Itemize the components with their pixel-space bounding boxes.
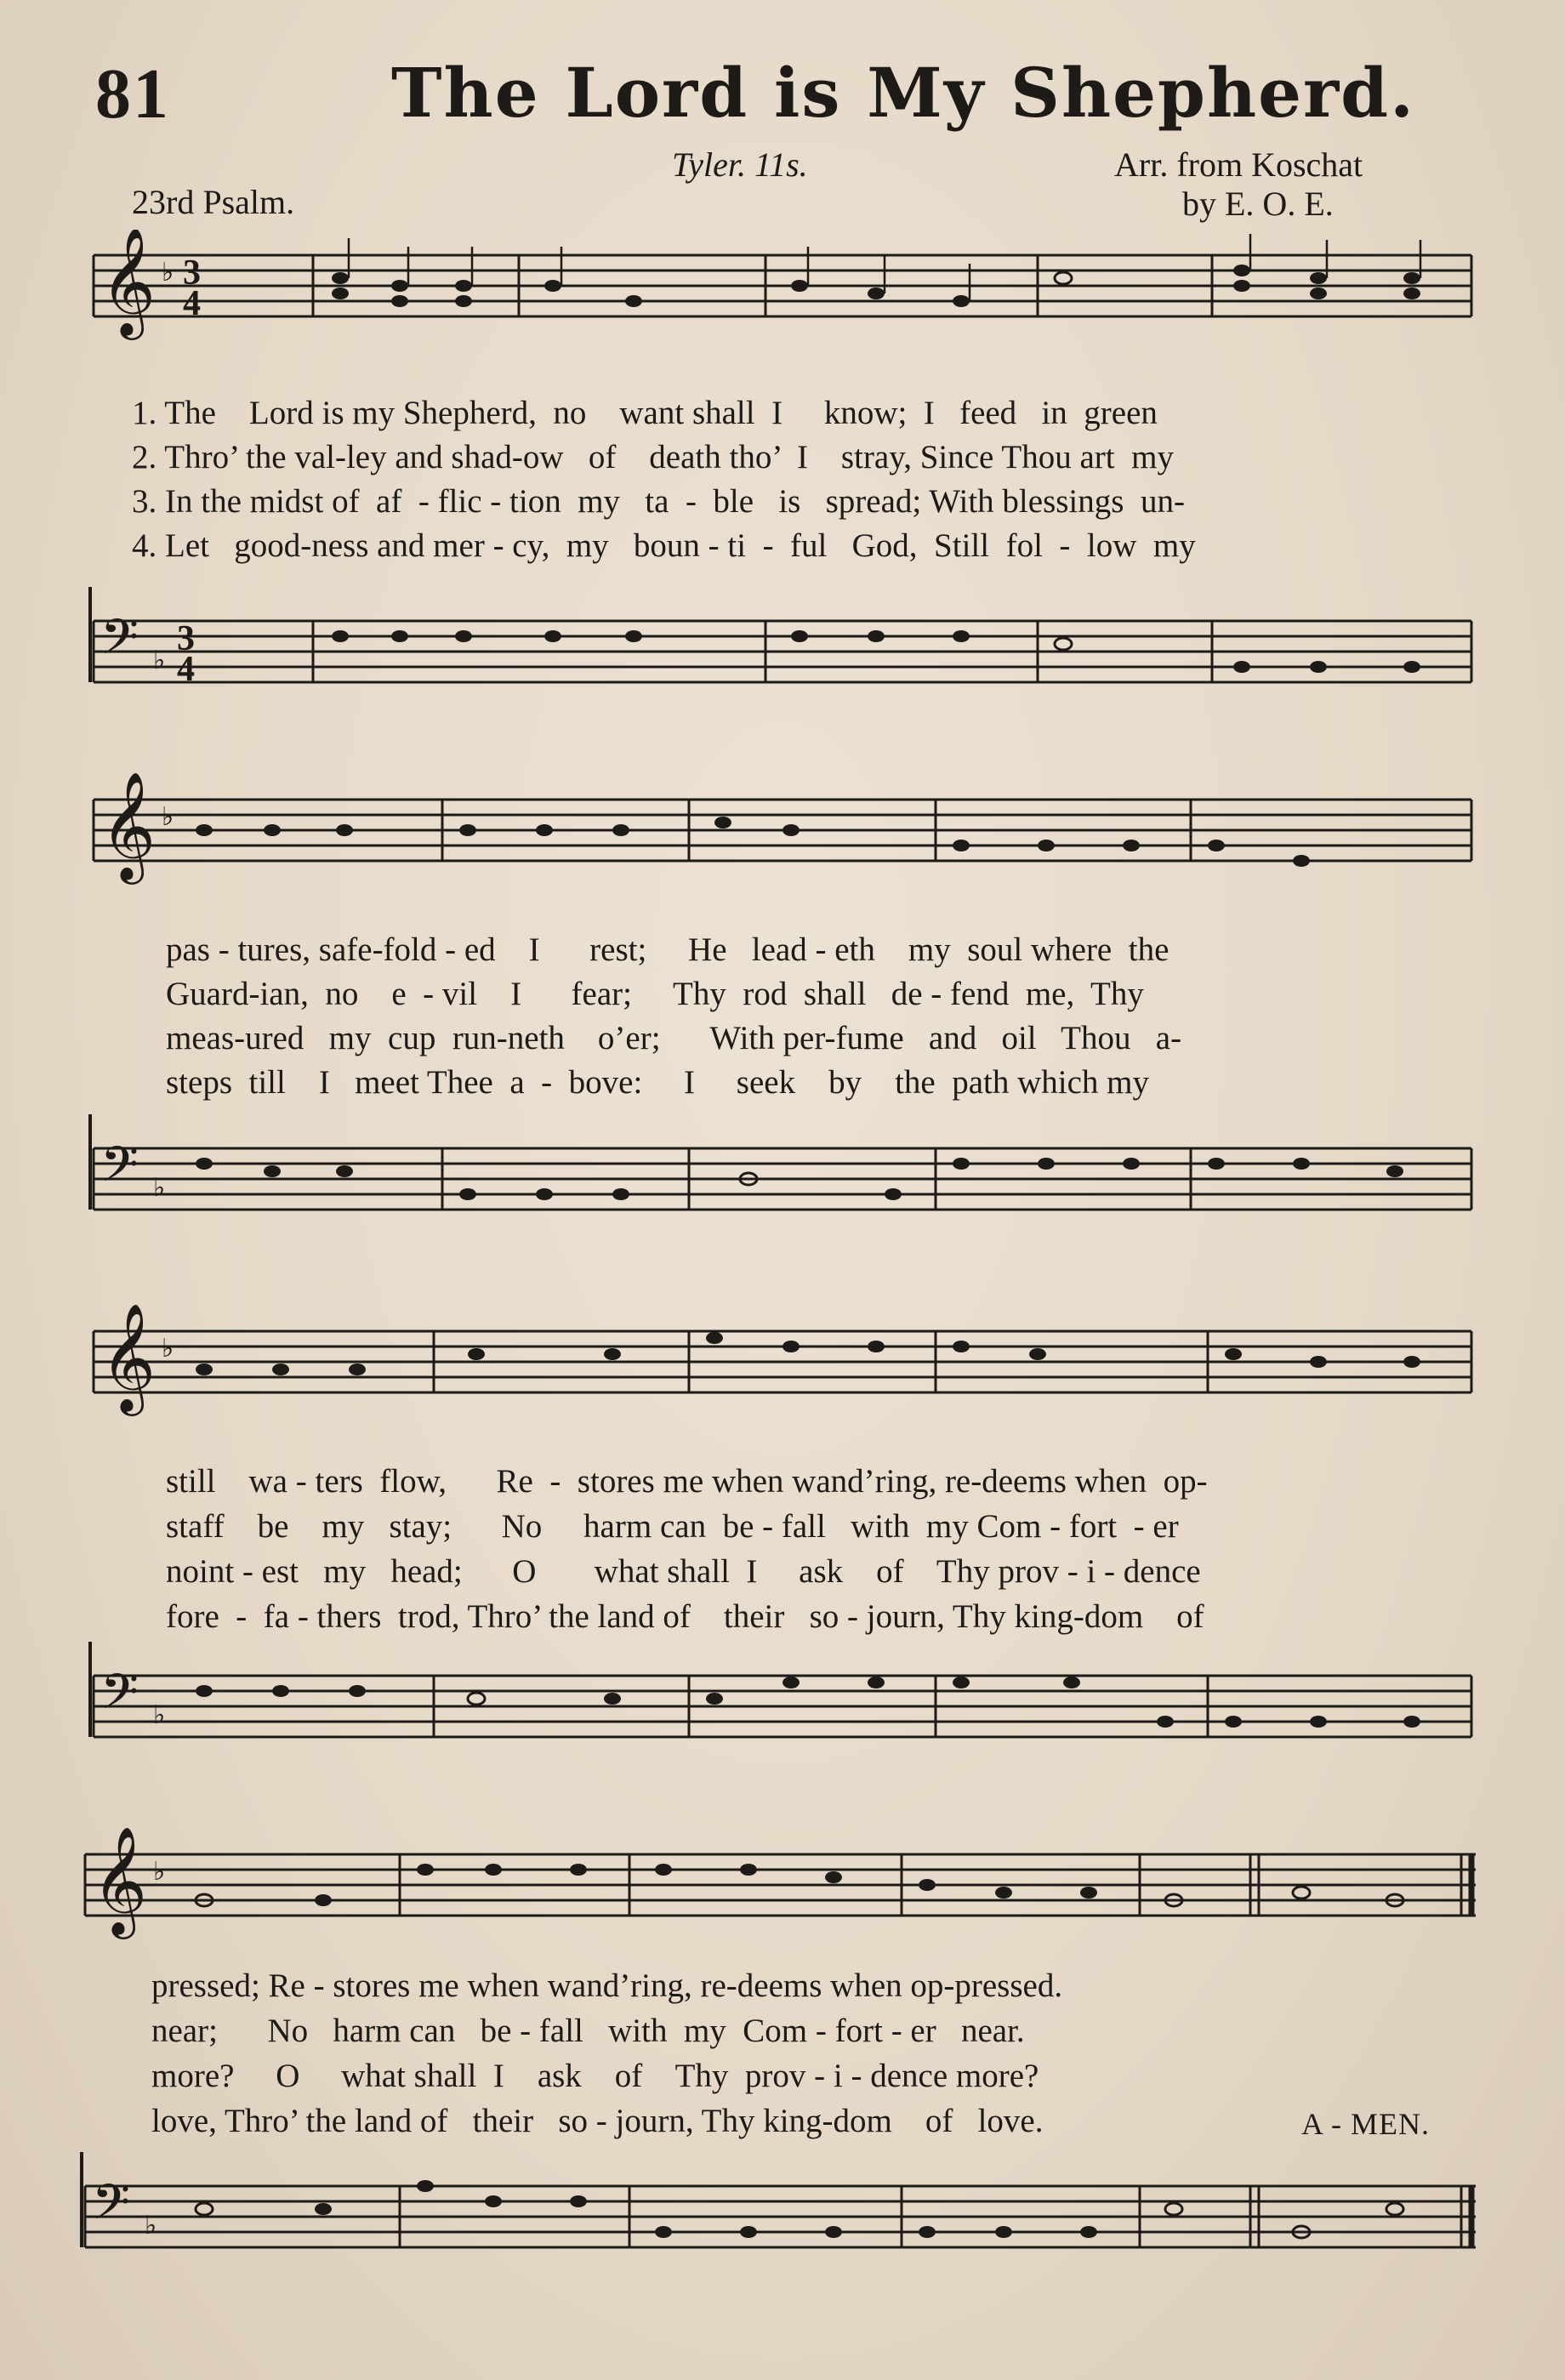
- lyric-line: meas-ured my cup run-neth o’er; With per-fume and oil Thou a-: [166, 1020, 1182, 1056]
- lyric-line: noint - est my head; O what shall I ask of Thy prov - i - dence: [166, 1553, 1201, 1590]
- svg-text:𝄢: 𝄢: [100, 1136, 139, 1205]
- svg-text:♭: ♭: [162, 259, 174, 287]
- hymn-title: The Lord is My Shepherd.: [391, 53, 1415, 133]
- bass-staff-2: [0, 1114, 1565, 1259]
- svg-text:♭: ♭: [162, 803, 174, 831]
- svg-text:𝄞: 𝄞: [92, 1825, 148, 1934]
- bass-staff-1: [0, 587, 1565, 732]
- svg-text:♭: ♭: [153, 1174, 166, 1202]
- tune-name: Tyler. 11s.: [672, 145, 808, 184]
- svg-text:♭: ♭: [153, 646, 166, 675]
- lyric-line: 1. The Lord is my Shepherd, no want shall I know; I feed in green: [132, 395, 1158, 431]
- svg-text:4: 4: [183, 284, 201, 323]
- arranger-line-2: by E. O. E.: [1182, 185, 1334, 223]
- amen-text: A - MEN.: [1301, 2107, 1430, 2141]
- svg-text:♭: ♭: [145, 2212, 157, 2240]
- svg-text:𝄢: 𝄢: [92, 2173, 131, 2243]
- svg-text:3: 3: [177, 619, 195, 658]
- lyric-line: pas - tures, safe-fold - ed I rest; He lead - eth my soul where the: [166, 931, 1169, 968]
- treble-staff-4: [0, 1820, 1565, 1965]
- treble-staff-2: [0, 766, 1565, 910]
- bass-staff-4: [0, 2152, 1565, 2297]
- svg-text:𝄞: 𝄞: [100, 771, 156, 880]
- lyric-line: steps till I meet Thee a - bove: I seek by the path which my: [166, 1064, 1150, 1101]
- lyric-line: Guard-ian, no e - vil I fear; Thy rod shall de - fend me, Thy: [166, 976, 1144, 1012]
- lyric-line: still wa - ters flow, Re - stores me when wand’ring, re-deems when op-: [166, 1463, 1208, 1500]
- scripture-reference: 23rd Psalm.: [132, 183, 295, 221]
- arranger-line-1: Arr. from Koschat: [1114, 145, 1363, 184]
- treble-staff-1: [0, 230, 1565, 383]
- lyric-line: pressed; Re - stores me when wand’ring, re-deems when op-pressed.: [151, 1967, 1063, 2004]
- svg-text:4: 4: [177, 650, 195, 689]
- svg-text:♭: ♭: [153, 1858, 166, 1886]
- svg-text:♭: ♭: [162, 1335, 174, 1363]
- lyric-line: fore - fa - thers trod, Thro’ the land of their so - journ, Thy king-dom of: [166, 1598, 1204, 1635]
- lyric-line: staff be my stay; No harm can be - fall with my Com - fort - er: [166, 1508, 1179, 1545]
- svg-text:3: 3: [183, 253, 201, 293]
- lyric-line: more? O what shall I ask of Thy prov - i - dence more?: [151, 2058, 1039, 2094]
- svg-text:♭: ♭: [153, 1701, 166, 1729]
- lyric-line: love, Thro’ the land of their so - journ, Thy king-dom of love.: [151, 2103, 1044, 2139]
- treble-staff-3: [0, 1297, 1565, 1442]
- lyric-line: near; No harm can be - fall with my Com - fort - er near.: [151, 2013, 1025, 2049]
- svg-text:𝄞: 𝄞: [100, 230, 156, 335]
- lyric-line: 4. Let good-ness and mer - cy, my boun - ti - ful God, Still fol - low my: [132, 527, 1196, 564]
- svg-text:𝄢: 𝄢: [100, 608, 139, 678]
- lyric-line: 2. Thro’ the val-ley and shad-ow of death tho’ I stray, Since Thou art my: [132, 439, 1174, 475]
- svg-text:𝄞: 𝄞: [100, 1302, 156, 1411]
- svg-text:𝄢: 𝄢: [100, 1663, 139, 1733]
- lyric-line: 3. In the midst of af - flic - tion my ta - ble is spread; With blessings un-: [132, 483, 1185, 520]
- hymn-number: 81: [95, 54, 170, 134]
- bass-staff-3: [0, 1642, 1565, 1786]
